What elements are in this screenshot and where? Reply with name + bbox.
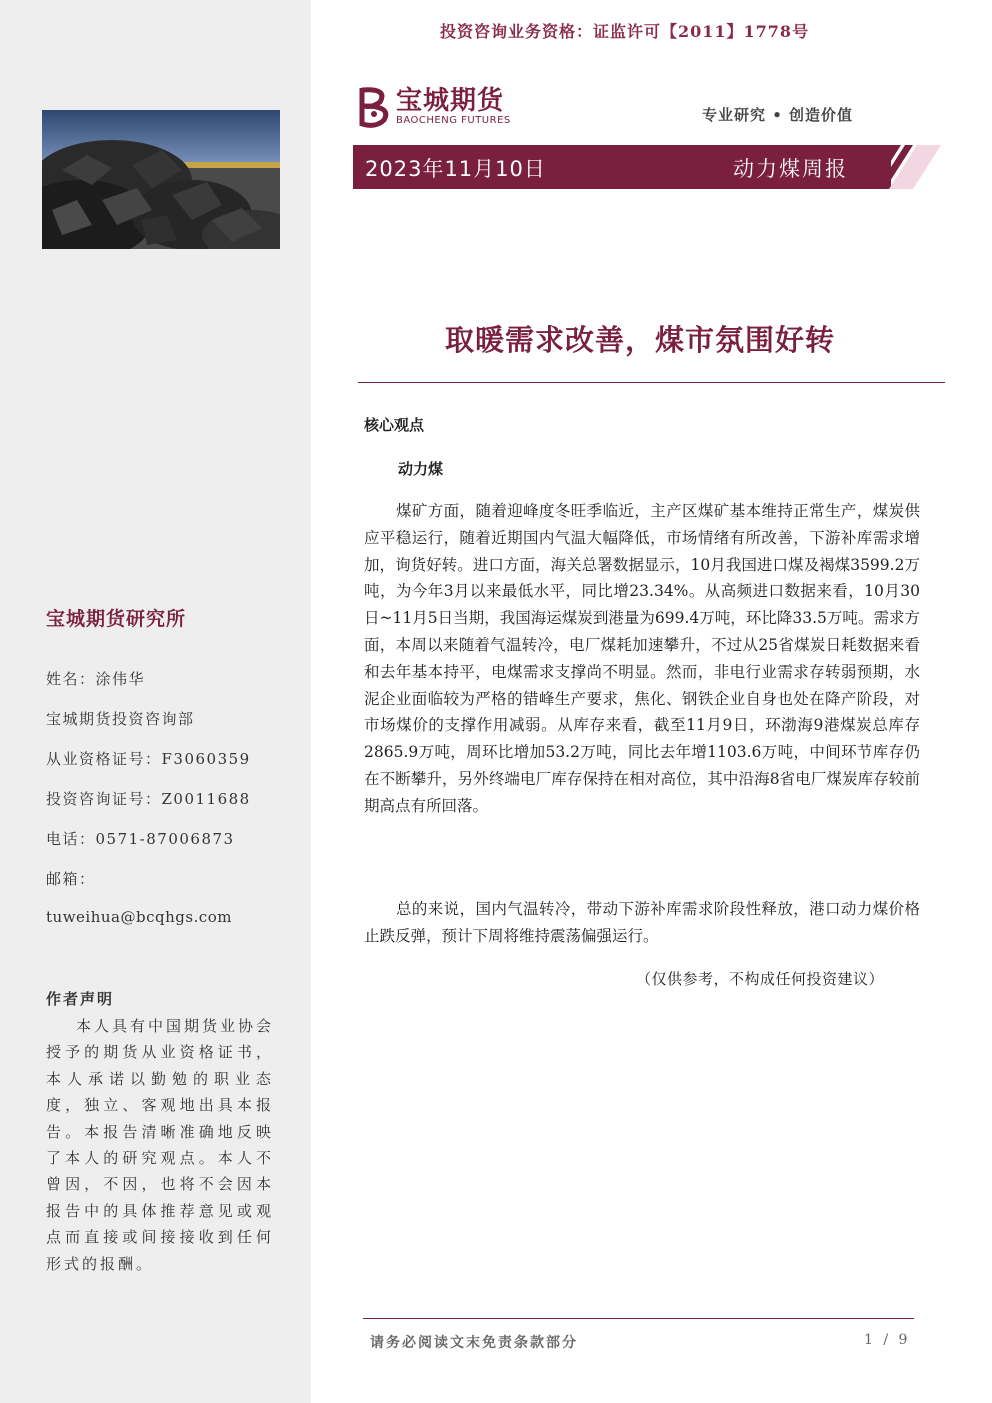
footer-note: 请务必阅读文末免责条款部分 — [370, 1335, 578, 1351]
page-number: 1 / 9 — [864, 1332, 911, 1348]
report-banner — [353, 145, 941, 189]
company-logo — [358, 84, 511, 130]
phone: 电话：0571-87006873 — [46, 830, 235, 848]
email[interactable]: tuweihua@bcqhgs.com — [46, 908, 232, 926]
department: 宝城期货投资咨询部 — [46, 710, 195, 728]
logo-cn: 宝城期货 — [396, 86, 505, 116]
banner-stripes — [853, 145, 943, 189]
statement-body: 本人具有中国期货业协会授予的期货从业资格证书，本人承诺以勤勉的职业态度，独立、客观地出具本报告。本报告清晰准确地反映了本人的研究观点。本人不曾因，不因，也将不会因本报告中的具体推荐意见或观点而直接或间接接收到任何形式的报酬。 — [46, 1017, 275, 1273]
consult-cert-number: 投资咨询证号：Z0011688 — [46, 790, 251, 808]
title-divider — [358, 382, 945, 383]
sub-heading: 动力煤 — [398, 460, 444, 478]
statement-title: 作者声明 — [46, 990, 115, 1008]
slogan: 专业研究 • 创造价值 — [702, 106, 854, 124]
sidebar — [0, 0, 311, 1403]
license-line: 投资咨询业务资格：证监许可【2011】1778号 — [440, 22, 810, 41]
paragraph-2: 总的来说，国内气温转冷，带动下游补库需求阶段性释放，港口动力煤价格止跌反弹，预计下周将维持震荡偏强运行。 — [364, 900, 920, 945]
disclaimer: （仅供参考，不构成任何投资建议） — [636, 970, 885, 988]
institute-name: 宝城期货研究所 — [46, 608, 187, 630]
paragraph-1: 煤矿方面，随着迎峰度冬旺季临近，主产区煤矿基本维持正常生产，煤炭供应平稳运行，随着近期国内气温大幅降低，市场情绪有所改善，下游补库需求增加，询货好转。进口方面，海关总署数据显示，10月我国进口煤及褐煤3599.2万吨，为今年3月以来最低水平，同比增23.34%。从高频进口数据来看，10月30日~11月5日当期，我国海运煤炭到港量为699.4万吨，环比降33.5万吨。需求方面，本周以来随着气温转冷，电厂煤耗加速攀升，不过从25省煤炭日耗数据来看和去年基本持平，电煤需求支撑尚不明显。然而，非电行业需求存转弱预期，水泥企业面临较为严格的错峰生产要求，焦化、钢铁企业自身也处在降产阶段，对市场煤价的支撑作用减弱。从库存来看，截至11月9日，环渤海9港煤炭总库存2865.9万吨，周环比增加53.2万吨，同比去年增1103.6万吨，中间环节库存仍在不断攀升，另外终端电厂库存保持在相对高位，其中沿海8省电厂煤炭库存较前期高点有所回落。 — [364, 502, 920, 815]
footer-divider — [363, 1318, 914, 1319]
section-heading: 核心观点 — [364, 416, 425, 434]
report-title: 取暖需求改善，煤市氛围好转 — [444, 323, 835, 357]
qualification-number: 从业资格证号：F3060359 — [46, 750, 251, 768]
report-date: 2023年11月10日 — [365, 157, 546, 181]
logo-en: BAOCHENG FUTURES — [396, 115, 511, 126]
coal-photo — [42, 110, 280, 249]
baocheng-logo-icon — [358, 84, 392, 130]
author-name: 姓名：涂伟华 — [46, 670, 146, 688]
report-type: 动力煤周报 — [733, 157, 848, 181]
email-label: 邮箱： — [46, 870, 96, 888]
